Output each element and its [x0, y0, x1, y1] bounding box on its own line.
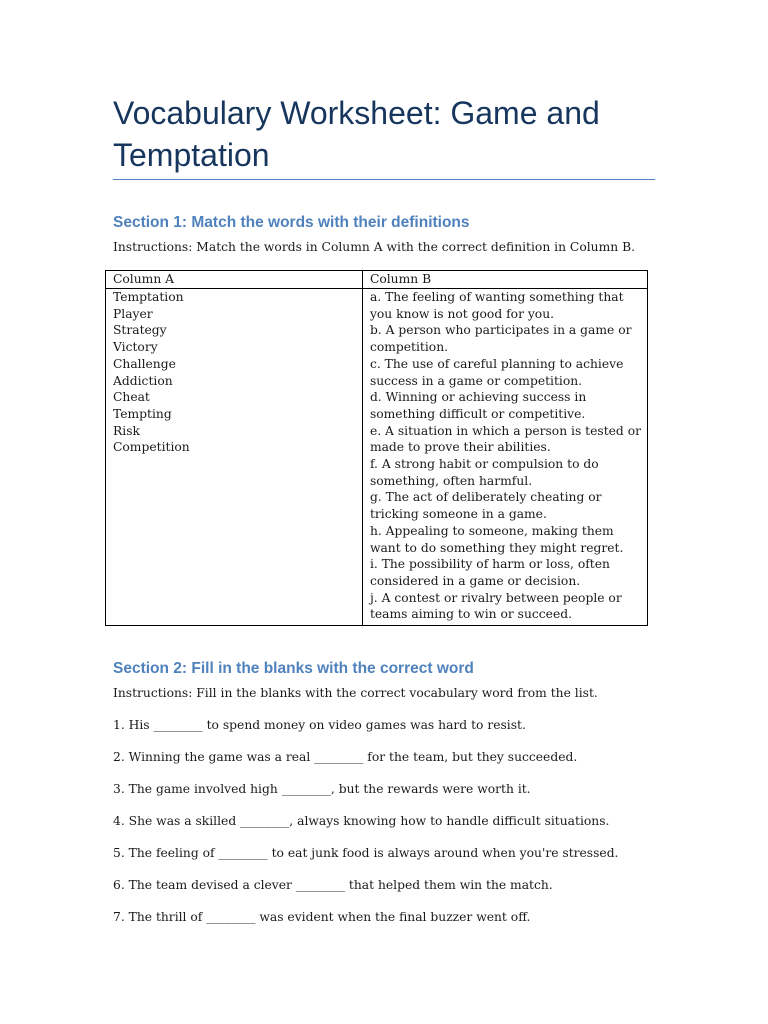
section-1-instructions: Instructions: Match the words in Column A with the correct definition in Column B. — [113, 240, 636, 254]
definition-line: g. The act of deliberately cheating or — [369, 490, 602, 505]
definition-line: something difficult or competitive. — [369, 406, 586, 421]
definition-line: made to prove their abilities. — [369, 440, 551, 455]
definition-line: a. The feeling of wanting something that — [369, 290, 624, 304]
fill-in-sentence: 3. The game involved high ________, but the rewards were worth it. — [113, 782, 531, 796]
word-item: Tempting — [113, 406, 172, 421]
definition-line: tricking someone in a game. — [369, 507, 547, 522]
header-column-a: Column A — [106, 271, 363, 289]
column-b-definitions — [362, 289, 647, 626]
definition-line: j. A contest or rivalry between people or — [369, 590, 622, 605]
word-item: Victory — [113, 340, 158, 355]
section-1-heading: Section 1: Match the words with their definitions — [113, 214, 470, 231]
definition-line: competition. — [369, 340, 449, 355]
table-body-row — [106, 289, 648, 626]
page-title: Vocabulary Worksheet: Game and Temptation — [113, 95, 600, 173]
fill-in-sentence: 1. His ________ to spend money on video games was hard to resist. — [113, 718, 526, 732]
definition-line: want to do something they might regret. — [369, 540, 624, 555]
word-item: Player — [113, 306, 153, 321]
word-item: Risk — [113, 423, 140, 438]
word-item: Competition — [113, 440, 190, 455]
section-2-instructions: Instructions: Fill in the blanks with the correct vocabulary word from the list. — [113, 686, 598, 700]
definition-line: e. A situation in which a person is tested or — [369, 423, 641, 438]
fill-in-sentence: 2. Winning the game was a real ________ for the team, but they succeeded. — [113, 750, 578, 764]
header-column-b: Column B — [362, 271, 647, 289]
word-item: Cheat — [113, 390, 150, 405]
matching-table — [105, 270, 648, 626]
definition-line: considered in a game or decision. — [369, 573, 581, 588]
definition-line: f. A strong habit or compulsion to do — [369, 457, 599, 472]
section-2-heading: Section 2: Fill in the blanks with the correct word — [113, 660, 474, 677]
fill-in-sentence: 7. The thrill of ________ was evident when the final buzzer went off. — [113, 910, 531, 924]
title-underline — [113, 179, 655, 180]
table-header-row — [106, 271, 648, 289]
definition-line: d. Winning or achieving success in — [369, 390, 587, 405]
word-item: Addiction — [113, 373, 173, 388]
fill-in-sentence: 6. The team devised a clever ________ that helped them win the match. — [113, 878, 553, 892]
fill-in-sentence: 5. The feeling of ________ to eat junk food is always around when you're stressed. — [113, 846, 619, 860]
word-item: Strategy — [113, 323, 167, 338]
definition-line: teams aiming to win or succeed. — [369, 607, 572, 622]
definition-line: something, often harmful. — [369, 473, 533, 488]
definition-line: you know is not good for you. — [369, 306, 555, 321]
column-a-words — [106, 289, 363, 626]
definition-line: i. The possibility of harm or loss, often — [369, 557, 610, 572]
definition-line: success in a game or competition. — [369, 373, 583, 388]
definition-line: b. A person who participates in a game or — [369, 323, 632, 338]
word-item: Challenge — [113, 356, 176, 371]
definition-line: c. The use of careful planning to achieve — [369, 356, 624, 371]
word-item: Temptation — [113, 290, 184, 304]
definition-line: h. Appealing to someone, making them — [369, 523, 614, 538]
fill-in-sentence: 4. She was a skilled ________, always knowing how to handle difficult situations. — [113, 814, 610, 828]
